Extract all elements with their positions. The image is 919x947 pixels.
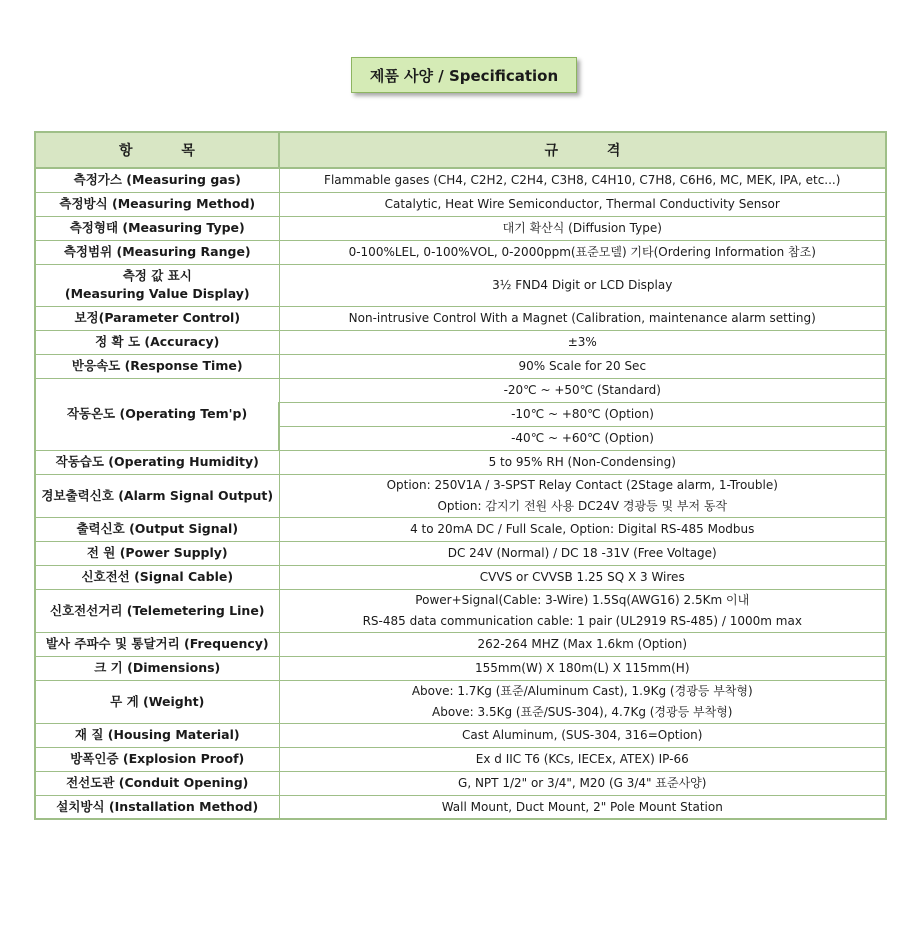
row-value-accuracy: ±3% xyxy=(279,330,886,354)
page-title: 제품 사양 / Specification xyxy=(351,57,577,93)
row-label-display-line1: 측정 값 표시 xyxy=(122,268,192,283)
row-value-alarm-line1: Option: 250V1A / 3-SPST Relay Contact (2Stage alarm, 1-Trouble) xyxy=(386,477,778,492)
table-row xyxy=(35,168,886,192)
row-label-housing: 재 질 (Housing Material) xyxy=(35,723,279,747)
row-label-range: 측정범위 (Measuring Range) xyxy=(35,240,279,264)
table-row xyxy=(35,517,886,541)
row-value-output: 4 to 20mA DC / Full Scale, Option: Digital RS-485 Modbus xyxy=(279,517,886,541)
row-label-accuracy: 정 확 도 (Accuracy) xyxy=(35,330,279,354)
table-row xyxy=(35,747,886,771)
table-row xyxy=(35,192,886,216)
row-label-gas: 측정가스 (Measuring gas) xyxy=(35,168,279,192)
row-value-range: 0-100%LEL, 0-100%VOL, 0-2000ppm(표준모델) 기타(Ordering Information 참조) xyxy=(279,240,886,264)
row-value-temp-2: -10℃ ~ +80℃ (Option) xyxy=(279,402,886,426)
table-row xyxy=(35,656,886,680)
table-row xyxy=(35,565,886,589)
table-row xyxy=(35,216,886,240)
row-value-weight xyxy=(279,680,886,723)
row-label-weight: 무 게 (Weight) xyxy=(35,680,279,723)
row-value-param: Non-intrusive Control With a Magnet (Calibration, maintenance alarm setting) xyxy=(279,306,886,330)
row-value-cable: CVVS or CVVSB 1.25 SQ X 3 Wires xyxy=(279,565,886,589)
row-value-frequency: 262-264 MHZ (Max 1.6km (Option) xyxy=(279,632,886,656)
row-value-gas: Flammable gases (CH4, C2H2, C2H4, C3H8, C4H10, C7H8, C6H6, MC, MEK, IPA, etc...) xyxy=(279,168,886,192)
table-row xyxy=(35,240,886,264)
row-label-display-line2: (Measuring Value Display) xyxy=(64,286,250,301)
row-label-frequency: 발사 주파수 및 통달거리 (Frequency) xyxy=(35,632,279,656)
table-header-row xyxy=(35,132,886,168)
row-label-temp: 작동온도 (Operating Tem'p) xyxy=(35,378,279,450)
row-label-method: 측정방식 (Measuring Method) xyxy=(35,192,279,216)
row-label-explosion: 방폭인증 (Explosion Proof) xyxy=(35,747,279,771)
row-label-dimensions: 크 기 (Dimensions) xyxy=(35,656,279,680)
table-row xyxy=(35,723,886,747)
table-row xyxy=(35,771,886,795)
row-value-power: DC 24V (Normal) / DC 18 -31V (Free Voltage) xyxy=(279,541,886,565)
table-row xyxy=(35,306,886,330)
specification-table xyxy=(34,131,887,820)
row-value-housing: Cast Aluminum, (SUS-304, 316=Option) xyxy=(279,723,886,747)
table-row xyxy=(35,589,886,632)
table-row xyxy=(35,354,886,378)
table-row xyxy=(35,795,886,819)
row-value-method: Catalytic, Heat Wire Semiconductor, Thermal Conductivity Sensor xyxy=(279,192,886,216)
row-label-conduit: 전선도관 (Conduit Opening) xyxy=(35,771,279,795)
header-item: 항 목 xyxy=(35,132,279,168)
row-value-alarm xyxy=(279,474,886,517)
row-value-telemeter xyxy=(279,589,886,632)
row-label-alarm: 경보출력신호 (Alarm Signal Output) xyxy=(35,474,279,517)
row-label-humidity: 작동습도 (Operating Humidity) xyxy=(35,450,279,474)
table-row xyxy=(35,541,886,565)
table-row xyxy=(35,680,886,723)
row-value-alarm-line2: Option: 감지기 전원 사용 DC24V 경광등 및 부저 동작 xyxy=(437,498,728,513)
row-value-response: 90% Scale for 20 Sec xyxy=(279,354,886,378)
row-label-install: 설치방식 (Installation Method) xyxy=(35,795,279,819)
table-row xyxy=(35,264,886,306)
row-label-response: 반응속도 (Response Time) xyxy=(35,354,279,378)
row-value-weight-line2: Above: 3.5Kg (표준/SUS-304), 4.7Kg (경광등 부착형) xyxy=(432,704,733,719)
row-value-type: 대기 확산식 (Diffusion Type) xyxy=(279,216,886,240)
row-label-param: 보정(Parameter Control) xyxy=(35,306,279,330)
row-value-humidity: 5 to 95% RH (Non-Condensing) xyxy=(279,450,886,474)
table-row xyxy=(35,632,886,656)
table-row xyxy=(35,330,886,354)
row-value-telemeter-line2: RS-485 data communication cable: 1 pair (UL2919 RS-485) / 1000m max xyxy=(362,613,802,628)
row-label-telemeter: 신호전선거리 (Telemetering Line) xyxy=(35,589,279,632)
row-value-install: Wall Mount, Duct Mount, 2" Pole Mount Station xyxy=(279,795,886,819)
row-value-conduit: G, NPT 1/2" or 3/4", M20 (G 3/4" 표준사양) xyxy=(279,771,886,795)
row-value-display: 3½ FND4 Digit or LCD Display xyxy=(279,264,886,306)
table-row xyxy=(35,378,886,402)
row-value-weight-line1: Above: 1.7Kg (표준/Aluminum Cast), 1.9Kg (경광등 부착형) xyxy=(411,683,753,698)
table-row xyxy=(35,450,886,474)
row-label-power: 전 원 (Power Supply) xyxy=(35,541,279,565)
row-value-temp-1: -20℃ ~ +50℃ (Standard) xyxy=(279,378,886,402)
row-value-dimensions: 155mm(W) X 180m(L) X 115mm(H) xyxy=(279,656,886,680)
table-row xyxy=(35,474,886,517)
row-label-cable: 신호전선 (Signal Cable) xyxy=(35,565,279,589)
row-label-type: 측정형태 (Measuring Type) xyxy=(35,216,279,240)
header-spec: 규 격 xyxy=(279,132,886,168)
row-label-display xyxy=(35,264,279,306)
row-label-output: 출력신호 (Output Signal) xyxy=(35,517,279,541)
row-value-telemeter-line1: Power+Signal(Cable: 3-Wire) 1.5Sq(AWG16) 2.5Km 이내 xyxy=(415,592,750,607)
row-value-explosion: Ex d IIC T6 (KCs, IECEx, ATEX) IP-66 xyxy=(279,747,886,771)
row-value-temp-3: -40℃ ~ +60℃ (Option) xyxy=(279,426,886,450)
